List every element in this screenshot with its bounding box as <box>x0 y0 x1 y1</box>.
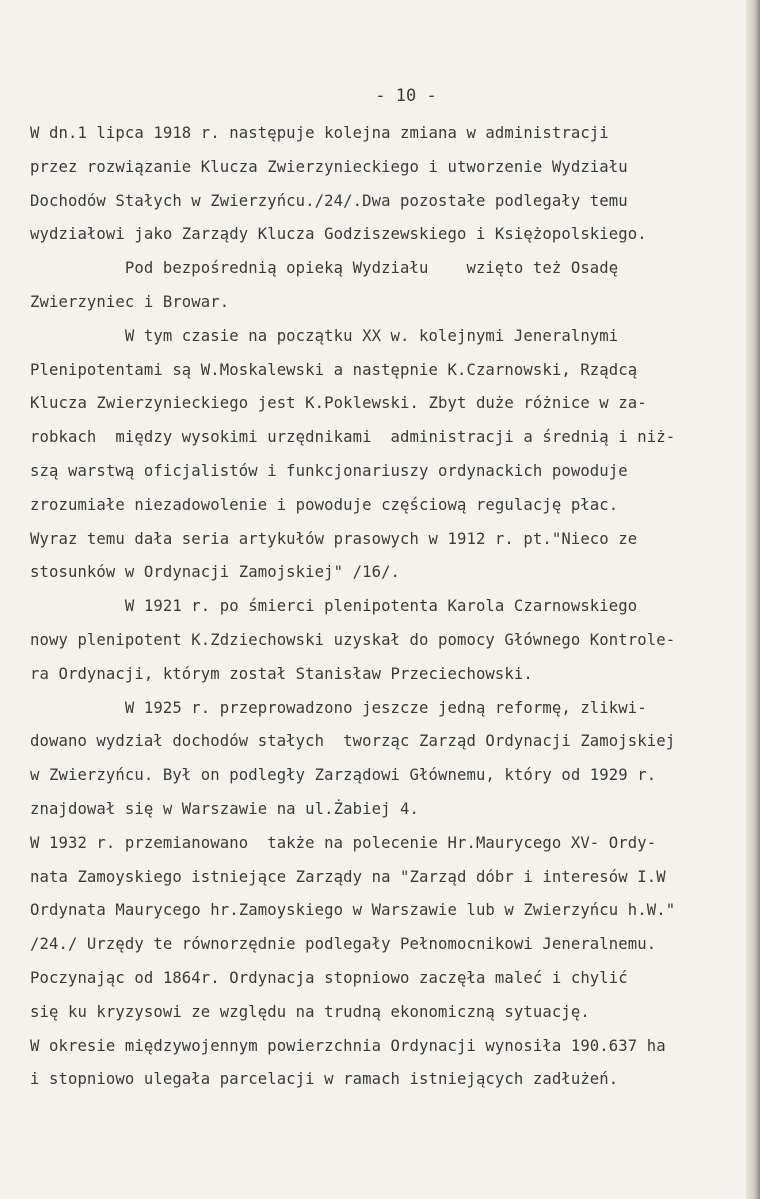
text-line: nowy plenipotent K.Zdziechowski uzyskał do pomocy Głównego Kontrole- <box>30 630 676 649</box>
typewritten-text-block <box>30 83 742 1097</box>
text-line: Dochodów Stałych w Zwierzyńcu./24/.Dwa pozostałe podlegały temu <box>30 191 628 210</box>
text-line: W 1932 r. przemianowano także na polecenie Hr.Maurycego XV- Ordy- <box>30 833 657 852</box>
text-line: ra Ordynacji, którym został Stanisław Przeciechowski. <box>30 664 533 683</box>
text-line: szą warstwą oficjalistów i funkcjonariuszy ordynackich powoduje <box>30 461 628 480</box>
text-line: W okresie międzywojennym powierzchnia Ordynacji wynosiła 190.637 ha <box>30 1036 666 1055</box>
text-line: wydziałowi jako Zarządy Klucza Godziszewskiego i Księżopolskiego. <box>30 225 647 244</box>
text-line: stosunków w Ordynacji Zamojskiej" /16/. <box>30 563 401 582</box>
text-line: znajdował się w Warszawie na ul.Żabiej 4. <box>30 799 420 818</box>
text-line: nata Zamoyskiego istniejące Zarządy na "Zarząd dóbr i interesów I.W <box>30 867 666 886</box>
text-line: zrozumiałe niezadowolenie i powoduje częściową regulację płac. <box>30 495 619 514</box>
text-line: w Zwierzyńcu. Był on podległy Zarządowi Głównemu, który od 1929 r. <box>30 766 657 785</box>
text-line: W 1921 r. po śmierci plenipotenta Karola Czarnowskiego <box>30 597 638 616</box>
text-line: W tym czasie na początku XX w. kolejnymi Jeneralnymi <box>30 326 619 345</box>
text-line: robkach między wysokimi urzędnikami administracji a średnią i niż- <box>30 428 676 447</box>
text-line: i stopniowo ulegała parcelacji w ramach istniejących zadłużeń. <box>30 1070 619 1089</box>
text-line: Poczynając od 1864r. Ordynacja stopniowo zaczęła maleć i chylić <box>30 968 628 987</box>
page-edge-shadow <box>746 0 760 1199</box>
text-line: Zwierzyniec i Browar. <box>30 292 230 311</box>
text-line: się ku kryzysowi ze względu na trudną ekonomiczną sytuację. <box>30 1002 590 1021</box>
page-number: - 10 - <box>375 86 437 106</box>
text-line: przez rozwiązanie Klucza Zwierzynieckiego i utworzenie Wydziału <box>30 157 628 176</box>
text-line: Klucza Zwierzynieckiego jest K.Poklewski. Zbyt duże różnice w za- <box>30 394 647 413</box>
text-line: Pod bezpośrednią opieką Wydziału wzięto też Osadę <box>30 259 619 278</box>
text-line: W dn.1 lipca 1918 r. następuje kolejna zmiana w administracji <box>30 124 609 142</box>
text-line: /24./ Urzędy te równorzędnie podlegały Pełnomocnikowi Jeneralnemu. <box>30 935 657 954</box>
text-line: W 1925 r. przeprowadzono jeszcze jedną reformę, zlikwi- <box>30 698 647 717</box>
text-line: Plenipotentami są W.Moskalewski a następnie K.Czarnowski, Rządcą <box>30 360 638 379</box>
text-line: Ordynata Maurycego hr.Zamoyskiego w Warszawie lub w Zwierzyńcu h.W." <box>30 901 676 920</box>
text-line: Wyraz temu dała seria artykułów prasowych w 1912 r. pt."Nieco ze <box>30 529 638 548</box>
text-line: dowano wydział dochodów stałych tworząc Zarząd Ordynacji Zamojskiej <box>30 732 676 751</box>
